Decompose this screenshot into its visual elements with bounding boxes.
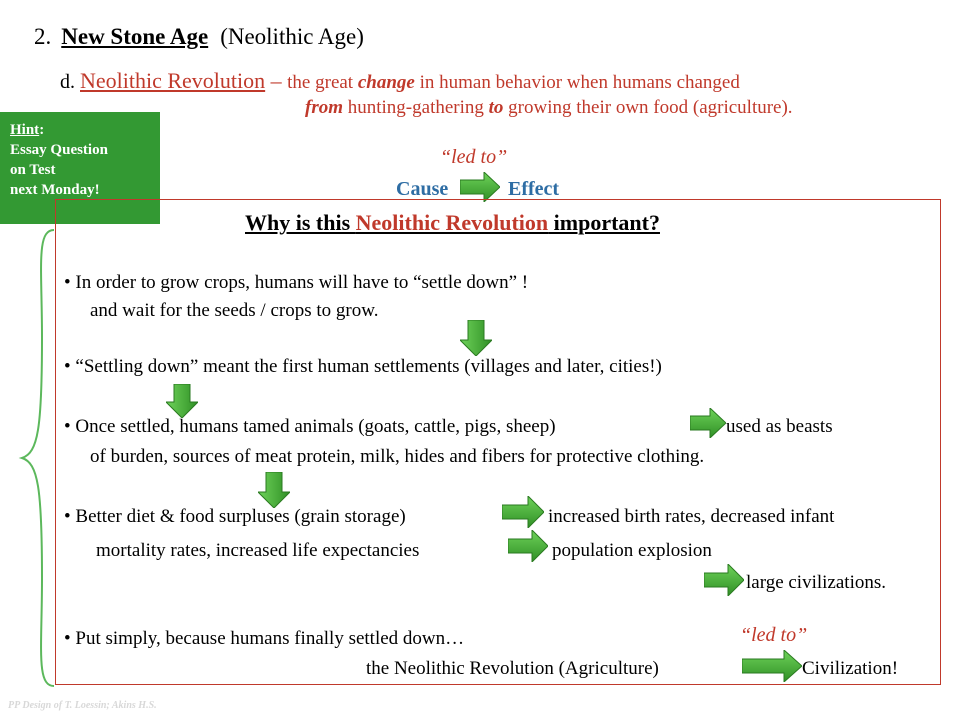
definition-emphasis-to: to — [488, 97, 504, 118]
bullet-4-line-2b: population explosion — [552, 540, 712, 561]
green-right-arrow-icon — [508, 530, 548, 562]
bullet-1-line-1: • In order to grow crops, humans will have to “settle down” ! — [64, 272, 529, 293]
definition-text: hunting-gathering — [343, 97, 489, 118]
green-down-arrow-icon — [258, 472, 290, 508]
green-right-arrow-icon — [502, 496, 544, 528]
bullet-4-line-2a: mortality rates, increased life expectancies — [96, 540, 420, 561]
green-down-arrow-icon — [460, 320, 492, 356]
bullet-3-line-2: of burden, sources of meat protein, milk, hides and fibers for protective clothing. — [90, 446, 705, 467]
bullet-4-line-1b: increased birth rates, decreased infant — [548, 506, 835, 527]
green-down-arrow-icon — [166, 384, 198, 418]
led-to-label: “led to” — [740, 624, 808, 646]
definition-line-1 — [60, 68, 740, 94]
left-curly-brace-icon — [18, 228, 58, 688]
hint-colon: : — [39, 122, 45, 138]
definition-dash: – — [265, 68, 288, 93]
effect-label: Effect — [508, 178, 560, 200]
bullet-5-line-2b: Civilization! — [802, 658, 899, 679]
box-title-text: important? — [548, 210, 660, 235]
box-title — [245, 210, 660, 236]
definition-text: the great — [287, 72, 358, 93]
bullet-4-line-1a: • Better diet & food surpluses (grain storage) — [64, 506, 406, 527]
cause-label: Cause — [396, 178, 449, 200]
bullet-3-line-1b: used as beasts — [726, 416, 833, 437]
green-right-arrow-icon — [460, 172, 500, 202]
green-right-arrow-icon — [690, 408, 726, 438]
slide-heading — [34, 24, 364, 50]
hint-line: Essay Question — [10, 142, 108, 158]
bullet-2-line-1: • “Settling down” meant the first human settlements (villages and later, cities!) — [64, 356, 662, 377]
definition-emphasis-change: change — [357, 72, 415, 93]
definition-letter: d. — [60, 71, 75, 93]
bullet-4-line-3: large civilizations. — [746, 572, 886, 593]
bullet-1-line-2: and wait for the seeds / crops to grow. — [90, 300, 379, 321]
hint-line: on Test — [10, 162, 56, 178]
heading-number: 2. — [34, 24, 52, 49]
definition-text: growing their own food (agriculture). — [503, 97, 793, 118]
heading-subtitle: (Neolithic Age) — [220, 24, 364, 49]
led-to-label: “led to” — [440, 146, 508, 168]
green-right-arrow-icon — [742, 650, 802, 682]
footer-credit: PP Design of T. Loessin; Akins H.S. — [8, 700, 157, 711]
definition-emphasis-from: from — [305, 97, 343, 118]
hint-line: next Monday! — [10, 182, 100, 198]
green-right-arrow-icon — [704, 564, 744, 596]
definition-line-2 — [305, 96, 793, 119]
hint-title: Hint — [10, 122, 40, 138]
bullet-3-line-1a: • Once settled, humans tamed animals (goats, cattle, pigs, sheep) — [64, 416, 556, 437]
box-title-term: Neolithic Revolution — [355, 210, 549, 235]
bullet-5-line-2a: the Neolithic Revolution (Agriculture) — [366, 658, 659, 679]
definition-text: in human behavior when humans changed — [414, 72, 740, 93]
box-title-text: Why is this — [245, 210, 356, 235]
heading-title: New Stone Age — [61, 24, 209, 49]
bullet-5-line-1: • Put simply, because humans finally settled down… — [64, 628, 465, 649]
definition-term: Neolithic Revolution — [80, 68, 266, 93]
